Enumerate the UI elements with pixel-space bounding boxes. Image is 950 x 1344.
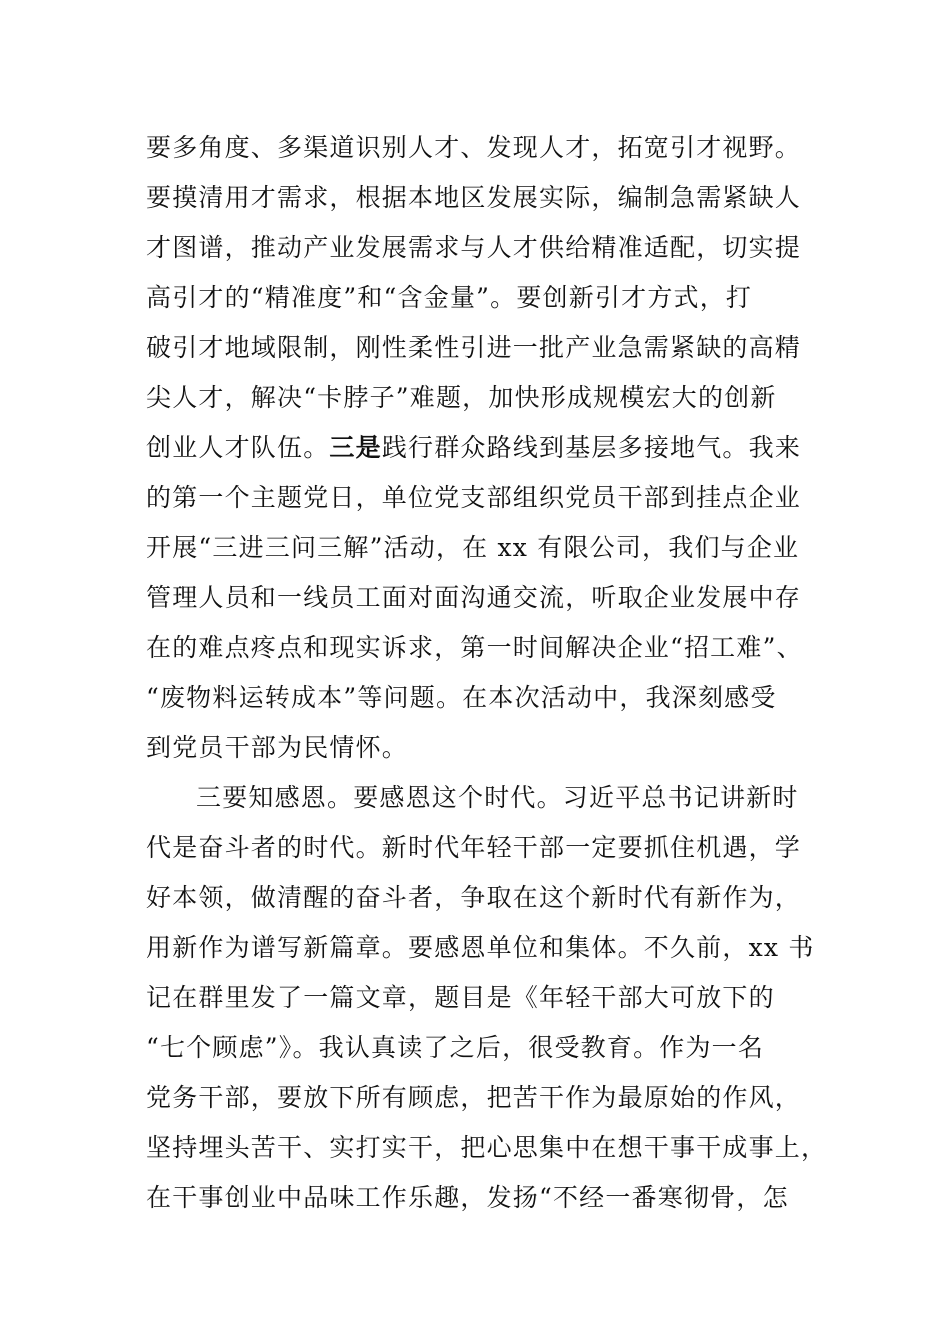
text-line: 管理人员和一线员工面对面沟通交流，听取企业发展中存 xyxy=(146,583,802,612)
text-line: 在干事创业中品味工作乐趣，发扬“不经一番寒彻骨，怎 xyxy=(146,1183,789,1212)
text-line: 在的难点疼点和现实诉求，第一时间解决企业“招工难”、 xyxy=(146,633,803,662)
bold-lead-text: 三是 xyxy=(329,433,382,462)
text-line: 要摸清用才需求，根据本地区发展实际，编制急需紧缺人 xyxy=(146,183,802,212)
text-line: 记在群里发了一篇文章，题目是《年轻干部大可放下的 xyxy=(146,983,775,1012)
text-line: 到党员干部为民情怀。 xyxy=(146,733,409,762)
text-line: 开展“三进三问三解”活动，在 xx 有限公司，我们与企业 xyxy=(146,533,800,562)
paragraph-start-line: 三要知感恩。要感恩这个时代。习近平总书记讲新时 xyxy=(196,783,799,812)
text-segment: 创业人才队伍。 xyxy=(146,433,330,462)
text-line-mixed xyxy=(146,428,806,468)
text-line: 才图谱，推动产业发展需求与人才供给精准适配，切实提 xyxy=(146,233,802,262)
text-line: 代是奋斗者的时代。新时代年轻干部一定要抓住机遇，学 xyxy=(146,833,802,862)
text-line: 用新作为谱写新篇章。要感恩单位和集体。不久前，xx 书 xyxy=(146,933,815,962)
text-line: “七个顾虑”》。我认真读了之后，很受教育。作为一名 xyxy=(146,1033,765,1062)
text-line: 高引才的“精准度”和“含金量”。要创新引才方式，打 xyxy=(146,283,753,312)
text-line: 尖人才，解决“卡脖子”难题，加快形成规模宏大的创新 xyxy=(146,383,777,412)
text-line: 好本领，做清醒的奋斗者，争取在这个新时代有新作为， xyxy=(146,883,802,912)
text-line: 坚持埋头苦干、实打实干，把心思集中在想干事干成事上， xyxy=(146,1133,828,1162)
text-line: 党务干部，要放下所有顾虑，把苦干作为最原始的作风， xyxy=(146,1083,802,1112)
text-line: 要多角度、多渠道识别人才、发现人才，拓宽引才视野。 xyxy=(146,133,802,162)
text-segment: 践行群众路线到基层多接地气。我来 xyxy=(381,433,802,462)
text-line: 破引才地域限制，刚性柔性引进一批产业急需紧缺的高精 xyxy=(146,333,802,362)
text-line: “废物料运转成本”等问题。在本次活动中，我深刻感受 xyxy=(146,683,777,712)
text-line: 的第一个主题党日，单位党支部组织党员干部到挂点企业 xyxy=(146,483,802,512)
